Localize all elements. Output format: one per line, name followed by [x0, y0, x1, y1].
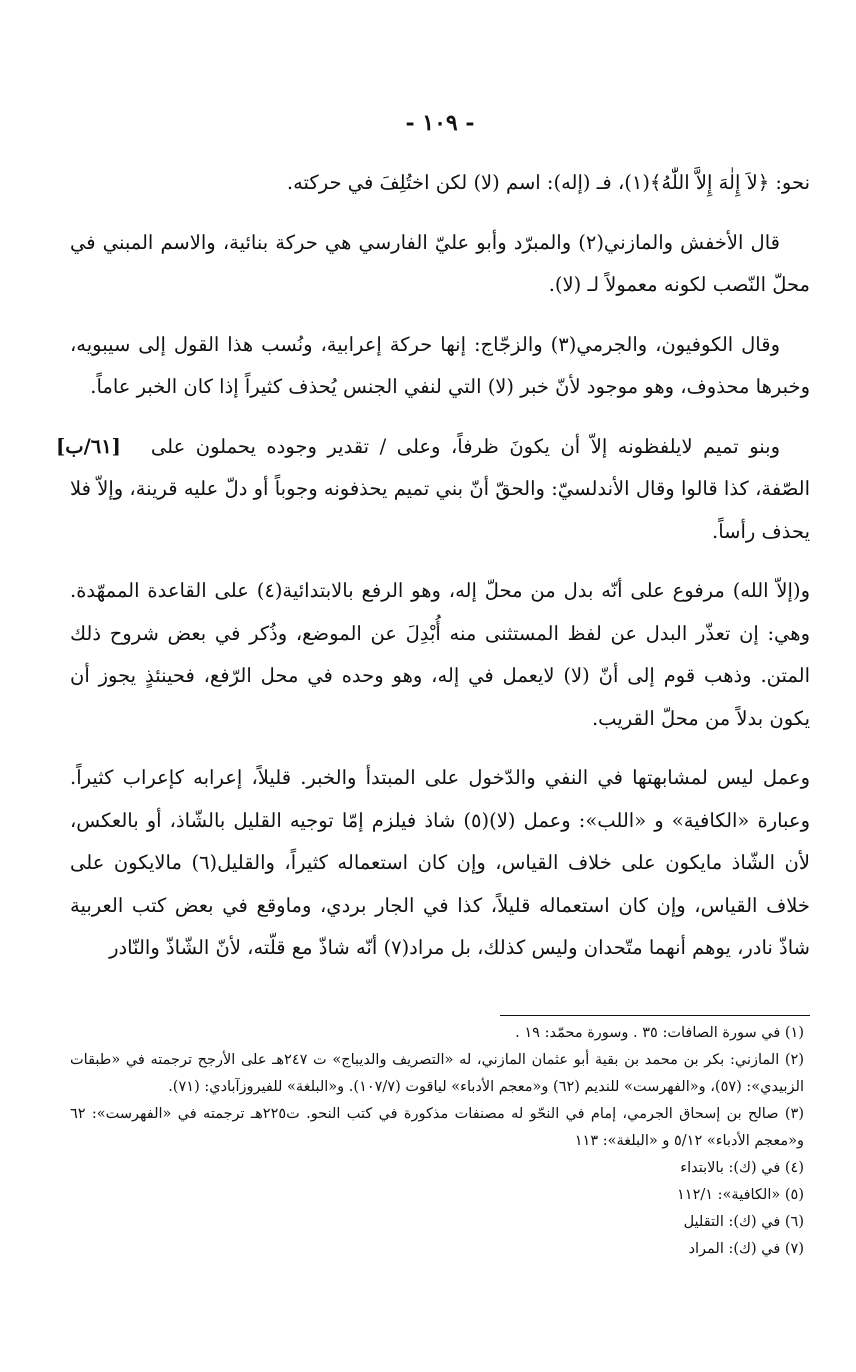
footnotes — [70, 1020, 804, 1263]
manuscript-folio-reference: [٦١/ب] — [56, 434, 121, 458]
paragraph-3: وقال الكوفيون، والجرمي(٣) والزجّاج: إنها حركة إعرابية، ونُسب هذا القول إلى سيبويه، وخبرها محذوف، وهو موجود لأنّ خبر (لا) التي لنفي الجنس يُحذف كثيراً إذا كان الخبر عاماً. — [70, 332, 810, 398]
paragraph-1: نحو: ﴿لاَ إِلٰهَ إِلاَّ اللّٰهُ﴾(١)، فـ (إله): اسم (لا) لكن اختُلِفَ في حركته. — [286, 171, 810, 194]
footnote-separator — [500, 1015, 810, 1016]
footnote-2: (٢) المازني: بكر بن محمد بن بقية أبو عثمان المازني، له «التصريف والديباج» ت ٢٤٧هـ على الأرجح ترجمته في «طبقات الزبيدي»: (٥٧)، و«الفهرست» للنديم (٦٢) و«معجم الأدباء» لياقوت (١٠٧/٧). و«البلغة» للفيروزآبادي: (٧١). — [70, 1052, 805, 1095]
footnote-7: (٧) في (ك): المراد — [688, 1241, 804, 1257]
footnote-3: (٣) صالح بن إسحاق الجرمي، إمام في النحّو له مصنفات مذكورة في كتب النحو. ت٢٢٥هـ ترجمته في «الفهرست»: ٦٢ و«معجم الأدباء» ٥/١٢ و «البلغة»: ١١٣ — [70, 1106, 804, 1149]
paragraph-4-wrapper — [56, 426, 810, 554]
footnote-6: (٦) في (ك): التقليل — [683, 1214, 804, 1230]
page-number: - ١٠٩ - — [405, 110, 475, 136]
paragraph-4: وبنو تميم لايلفظونه إلاّ أن يكونَ ظرفاً، وعلى / تقدير وجوده يحملون على الصّفة، كذا قالوا وقال الأندلسيّ: والحقّ أنّ بني تميم يحذفونه وجوباً أو دلّ عليه قرينة، وإلاّ فلا يحذف رأساً. — [70, 434, 810, 543]
book-page — [56, 0, 810, 1372]
footnote-5: (٥) «الكافية»: ١١٢/١ — [677, 1187, 804, 1203]
main-text — [56, 162, 810, 987]
paragraph-5: و(إلاّ الله) مرفوع على أنّه بدل من محلّ إله، وهو الرفع بالابتدائية(٤) على القاعدة الممهّدة. وهي: إن تعذّر البدل عن لفظ المستثنى منه أُبْدِلَ عن الموضع، وذُكر في بعض شروح ذلك المتن. وذهب قوم إلى أنّ (لا) لايعمل في إله، وهو وحده في محل الرّفع، فحينئذٍ يجوز أن يكون بدلاً من محلّ القريب. — [70, 579, 810, 730]
paragraph-2: قال الأخفش والمازني(٢) والمبرّد وأبو عليّ الفارسي هي حركة بنائية، والاسم المبني في محلّ النّصب لكونه معمولاً لـ (لا). — [70, 230, 810, 296]
footnote-1: (١) في سورة الصافات: ٣٥ . وسورة محمّد: ١٩ . — [515, 1025, 804, 1041]
paragraph-6: وعمل ليس لمشابهتها في النفي والدّخول على المبتدأ والخبر. قليلاً، إعرابه كإعراب كثيراً. وعبارة «الكافية» و «اللب»: وعمل (لا)(٥) شاذ فيلزم إمّا توجيه القليل بالشّاذ، أو بالعكس، لأن الشّاذ مايكون على خلاف القياس، وإن كان استعماله كثيراً، والقليل(٦) مالايكون على خلاف القياس، وإن كان استعماله قليلاً، كذا في الجار بردي، وماوقع في بعض كتب العربية شاذّ نادر، يوهم أنهما متّحدان وليس كذلك، بل مراد(٧) أنّه شاذّ مع قلّته، لأنّ الشّاذّ والنّادر — [70, 766, 810, 959]
footnote-4: (٤) في (ك): بالابتداء — [680, 1160, 804, 1176]
